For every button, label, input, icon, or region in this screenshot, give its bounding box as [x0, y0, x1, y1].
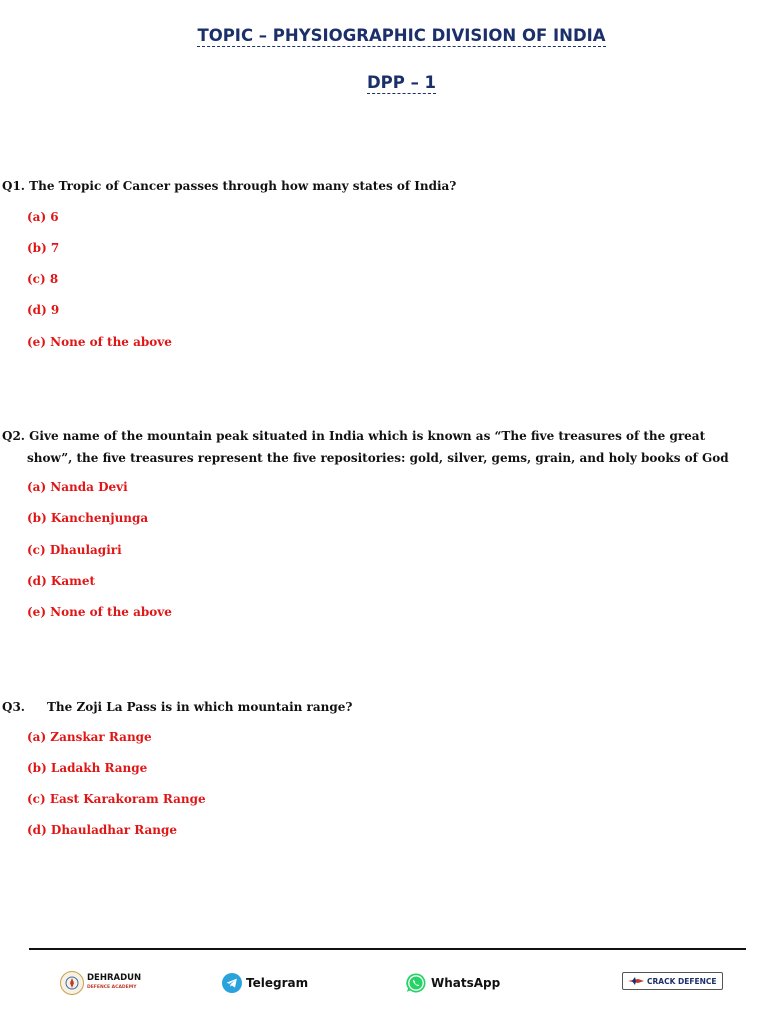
dpp-heading: DPP – 1: [366, 73, 437, 92]
question-1: Q1. The Tropic of Cancer passes through how many states of India?: [2, 179, 457, 193]
q1-option-b: (b) 7: [27, 241, 60, 255]
q1-option-d: (d) 9: [27, 303, 60, 317]
q2-option-c: (c) Dhaulagiri: [27, 543, 122, 557]
question-3: [2, 696, 738, 718]
topic-heading: TOPIC – PHYSIOGRAPHIC DIVISION OF INDIA: [197, 26, 606, 45]
q2-option-a: (a) Nanda Devi: [27, 480, 128, 494]
question-2-line-1: Q2. Give name of the mountain peak situated in India which is known as “The five treasures of the great: [2, 429, 706, 443]
q1-option-c: (c) 8: [27, 272, 59, 286]
telegram-label: Telegram: [246, 976, 309, 990]
crack-defence-label: CRACK DEFENCE: [647, 976, 717, 986]
q1-option-a: (a) 6: [27, 210, 59, 224]
whatsapp-link[interactable]: [405, 970, 500, 996]
q3-option-b: (b) Ladakh Range: [27, 761, 148, 775]
crack-defence-logo[interactable]: [622, 968, 723, 994]
q3-option-d: (d) Dhauladhar Range: [27, 823, 178, 837]
crack-defence-badge: [622, 972, 723, 990]
question-3-number: Q3.: [2, 700, 25, 714]
q2-option-b: (b) Kanchenjunga: [27, 511, 149, 525]
telegram-link[interactable]: [222, 970, 308, 996]
jet-icon: [628, 977, 644, 985]
question-3-text: The Zoji La Pass is in which mountain range?: [46, 700, 353, 714]
question-2: [2, 425, 738, 469]
academy-name: DEHRADUN: [87, 973, 142, 983]
academy-logo[interactable]: [60, 970, 141, 996]
q2-option-e: (e) None of the above: [27, 605, 172, 619]
q3-option-a: (a) Zanskar Range: [27, 730, 152, 744]
q2-option-d: (d) Kamet: [27, 574, 96, 588]
q3-option-c: (c) East Karakoram Range: [27, 792, 206, 806]
telegram-icon: [222, 973, 242, 993]
whatsapp-icon: [405, 972, 427, 994]
q1-option-e: (e) None of the above: [27, 335, 172, 349]
question-2-line-2: show”, the five treasures represent the five repositories: gold, silver, gems, grain, and holy books of God: [27, 451, 729, 465]
academy-emblem-icon: [60, 971, 84, 995]
footer-divider: [29, 948, 746, 950]
dpp-heading-row: [35, 73, 768, 92]
academy-subtitle: DEFENCE ACADEMY: [87, 985, 137, 990]
page-title: [35, 26, 768, 45]
whatsapp-label: WhatsApp: [431, 976, 501, 990]
